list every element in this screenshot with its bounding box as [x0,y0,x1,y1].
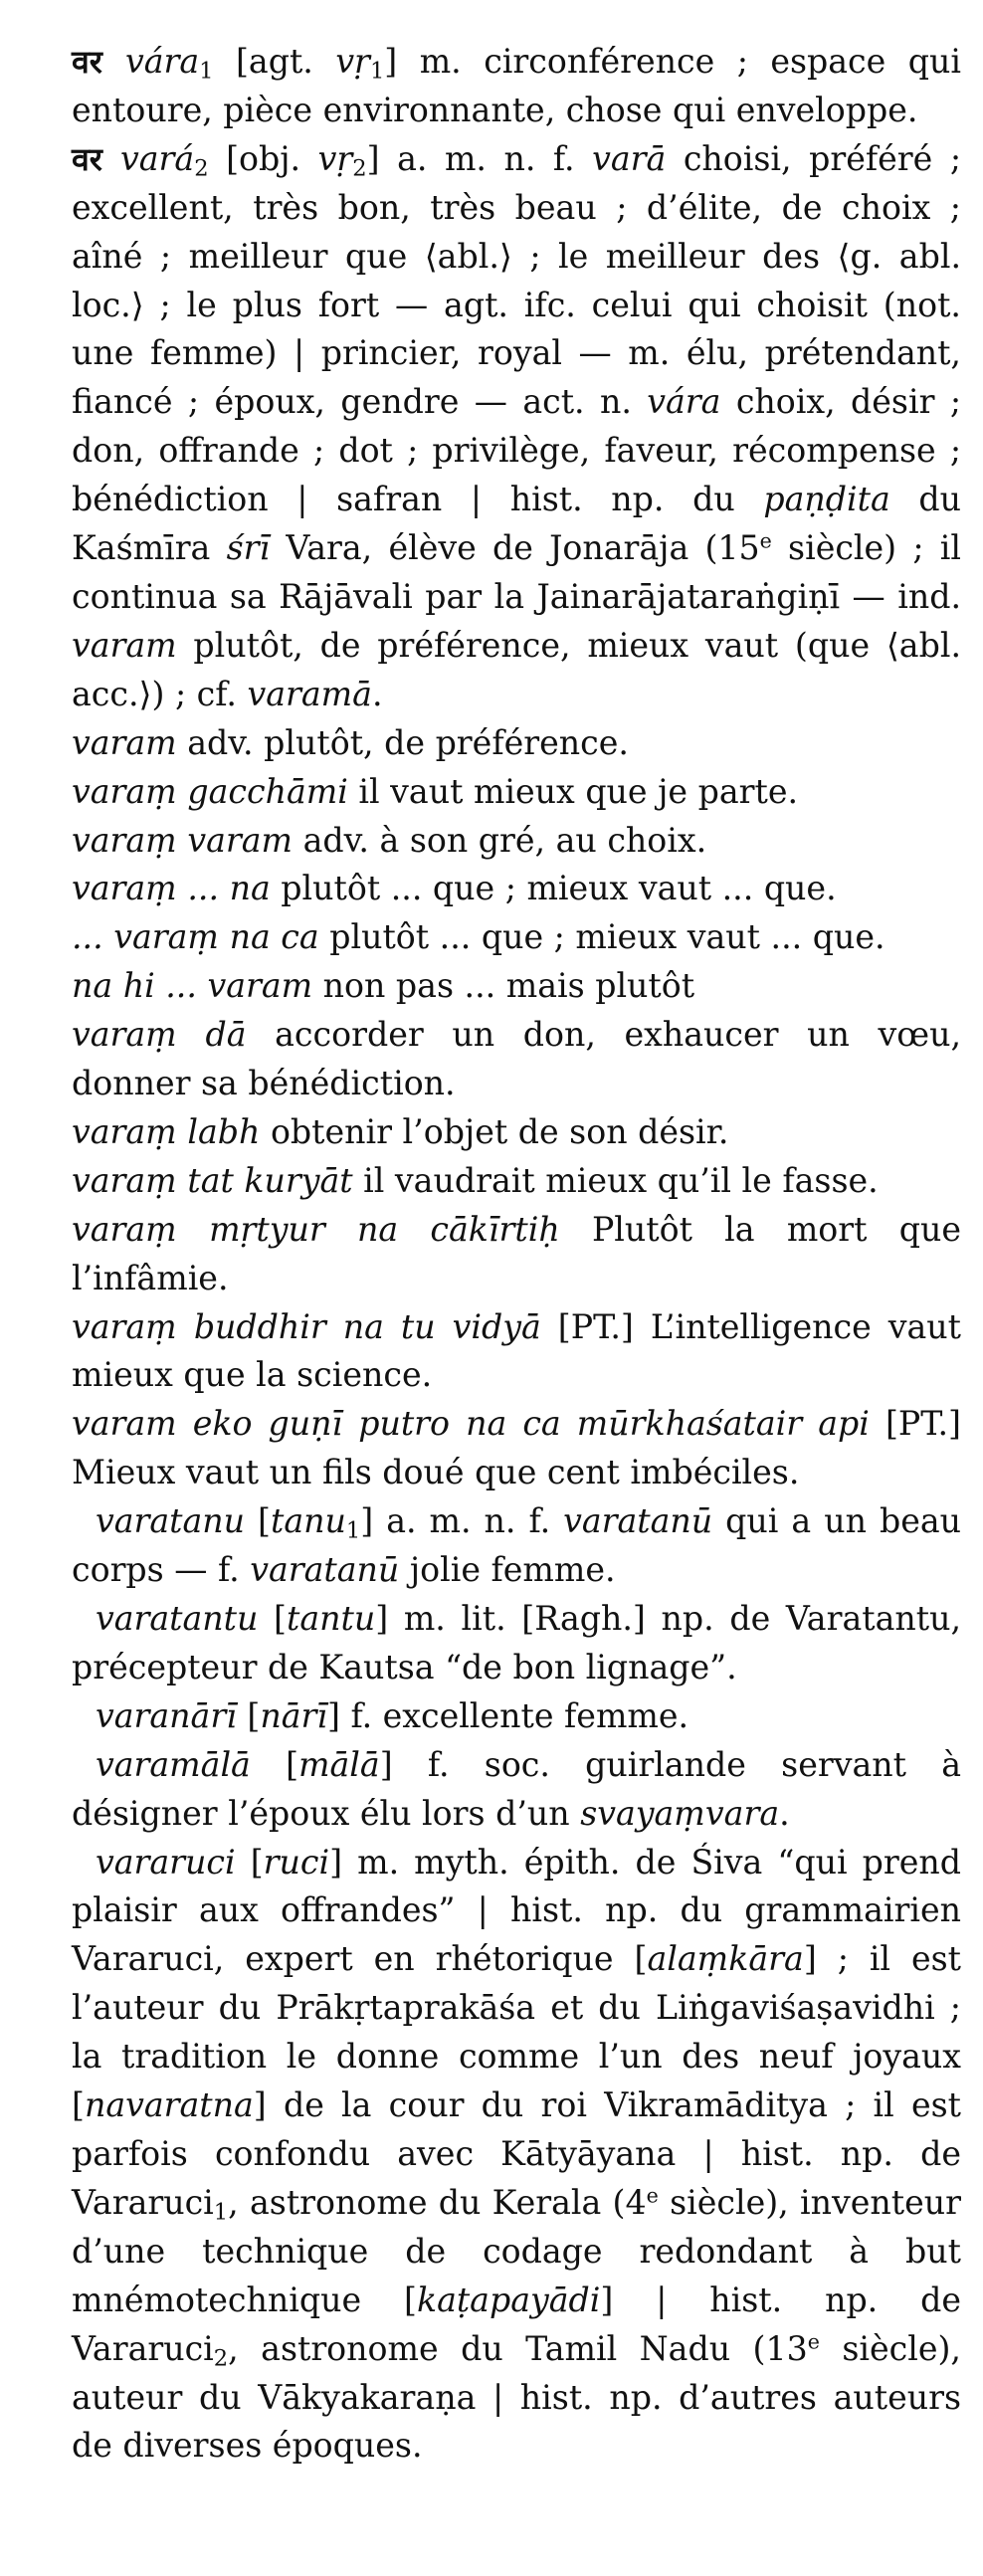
dictionary-entry [72,1108,961,1157]
entry-text: du Kaśmīra [72,480,961,568]
entry-text: , astronome du Tamil Nadu (13 [228,2328,808,2368]
compound-entry [72,1692,961,1741]
entry-text: plutôt ... que ; mieux vaut ... que. [318,917,885,957]
dictionary-entry [72,817,961,866]
entry-list [72,38,961,2471]
entry-text: [ [235,1842,264,1882]
dictionary-entry [72,719,961,768]
homonym-index: 1 [213,2199,229,2226]
homonym-index: 2 [352,155,367,182]
homonym-index: 1 [345,1517,361,1544]
entry-text: Vara, élève de Jonarāja (15 [270,528,760,568]
italic-term: varam [72,625,177,665]
entry-text: accorder un don, exhaucer un vœu, donner sa bénédiction. [72,1015,962,1103]
italic-term: varaṃ dā [72,1015,247,1055]
entry-text: [ [250,1744,299,1784]
entry-text: ] m. lit. [Ragh.] np. de Varatantu, précepteur de Kautsa “de bon lignage”. [72,1599,961,1686]
italic-term: nārī [260,1695,327,1735]
dictionary-entry [72,135,961,719]
entry-text: jolie femme. [399,1550,616,1590]
compound-entry [72,1741,961,1839]
entry-text: . [371,674,383,713]
entry-text: siècle), auteur du Vākyakaraṇa | hist. np. d’autres auteurs de diverses époques. [72,2328,961,2466]
entry-text: obtenir l’objet de son désir. [260,1111,729,1151]
italic-term: svayaṃvara [580,1793,780,1833]
entry-text: [PT.] Mieux vaut un fils doué que cent imbéciles. [72,1404,961,1492]
entry-text: ] de la cour du roi Vikramāditya ; il est parfois confondu avec Kātyāyana | hist. np. de Vararuci [72,2085,961,2222]
italic-term: vṛ [335,42,370,81]
entry-text: il vaut mieux que je parte. [347,771,799,811]
entry-text: ] m. circonférence ; espace qui entoure, pièce environnante, chose qui enveloppe. [72,42,961,129]
entry-text: ] ; il est l’auteur du Prākṛtaprakāśa et du Liṅgaviśaṣavidhi ; la tradition le donne comme l’un des neuf joyaux [ [72,1939,961,2125]
italic-term: varam [72,722,177,762]
ordinal-suffix: e [646,2183,659,2208]
italic-term: vará [120,138,195,178]
dictionary-entry [72,865,961,913]
italic-term: vára [647,382,721,422]
entry-text: siècle) ; il continua sa Rājāvali par la Jainarājataraṅgiṇī — ind. [72,528,961,616]
italic-term: paṇḍita [763,480,890,519]
entry-text: ] f. soc. guirlande servant à désigner l’époux élu lors d’un [72,1744,961,1833]
entry-text: qui a un beau corps — f. [72,1501,961,1590]
compound-entry [72,1595,961,1692]
italic-term: tanu [271,1501,346,1541]
italic-term: navaratna [84,2085,254,2125]
entry-text: [agt. [213,42,336,81]
entry-text: [obj. [208,138,318,178]
entry-text: ] a. m. n. f. [360,1501,564,1541]
dictionary-entry [72,1011,961,1108]
entry-text: ] a. m. n. f. [366,138,593,178]
italic-term: na hi ... varam [72,966,313,1006]
entry-text: choisi, préféré ; excellent, très bon, très beau ; d’élite, de choix ; aîné ; meilleur que ⟨abl.⟩ ; le meilleur des ⟨g. abl. loc.⟩ ; le plus fort — agt. ifc. celui qui choisit (not. une femme) | princier, royal — m. élu, prétendant, fiancé ; époux, gendre — act. n. [72,138,961,422]
italic-term: varaṃ labh [72,1111,261,1151]
entry-text: . [779,1793,790,1833]
homonym-index: 2 [194,155,209,182]
entry-text: [PT.] L’intelligence vaut mieux que la science. [72,1306,961,1395]
entry-text: plutôt ... que ; mieux vaut ... que. [270,869,837,908]
italic-term: varatanū [250,1550,400,1590]
entry-text: [ [245,1501,272,1541]
italic-term: varaṃ tat kuryāt [72,1160,353,1200]
dictionary-entry [72,1206,961,1303]
italic-term: vṛ [317,138,353,178]
italic-term: vára [124,42,200,81]
italic-term: varamālā [96,1744,251,1784]
dictionary-entry [72,913,961,962]
ordinal-suffix: e [759,528,772,553]
compound-entry [72,1497,961,1595]
italic-term: varaṃ buddhir na tu vidyā [72,1306,541,1346]
dictionary-entry [72,768,961,817]
italic-term: varaṃ ... na [72,869,271,908]
entry-text: , astronome du Kerala (4 [228,2182,647,2222]
dictionary-entry [72,1303,961,1401]
ordinal-suffix: e [807,2329,820,2354]
entry-text: non pas ... mais plutôt [312,966,695,1006]
homonym-index: 2 [213,2345,229,2372]
homonym-index: 1 [199,58,214,85]
entry-text: [ [236,1695,261,1735]
entry-text: il vaudrait mieux qu’il le fasse. [352,1160,879,1200]
devanagari-headword: वर [72,139,120,178]
italic-term: varatanū [563,1501,713,1541]
entry-text: adv. à son gré, au choix. [293,820,707,860]
italic-term: varā [592,138,667,178]
entry-text: ] f. excellente femme. [326,1695,689,1735]
dictionary-entry [72,962,961,1011]
homonym-index: 1 [369,58,385,85]
entry-text: adv. plutôt, de préférence. [176,722,629,762]
entry-text: ] | hist. np. de Vararuci [72,2279,961,2368]
italic-term: varanārī [96,1695,237,1735]
italic-term: varaṃ varam [72,820,294,860]
italic-term: tantu [287,1599,376,1638]
entry-text: Plutôt la mort que l’infâmie. [72,1209,961,1297]
italic-term: varaṃ gacchāmi [72,771,348,811]
entry-text: siècle), inventeur d’une technique de codage redondant à but mnémotechnique [ [72,2182,961,2319]
entry-text: [ [258,1599,288,1638]
italic-term: mālā [298,1744,380,1784]
italic-term: varatanu [96,1501,246,1541]
entry-text: ] m. myth. épith. de Śiva “qui prend plaisir aux offrandes” | hist. np. du grammairien Vararuci, expert en rhétorique [ [72,1842,961,1979]
entry-text: choix, désir ; don, offrande ; dot ; privilège, faveur, récompense ; bénédiction | safran | hist. np. du [72,382,961,519]
italic-term: ruci [263,1842,330,1882]
dictionary-entry [72,1157,961,1206]
italic-term: vararuci [96,1842,236,1882]
italic-term: kaṭapayādi [416,2279,601,2319]
entry-text: plutôt, de préférence, mieux vaut (que ⟨abl. acc.⟩) ; cf. [72,625,961,713]
italic-term: ... varaṃ na ca [72,917,319,957]
italic-term: varaṃ mṛtyur na cākīrtiḥ [72,1209,560,1249]
italic-term: varatantu [96,1599,259,1638]
italic-term: varamā [247,674,372,713]
italic-term: alaṃkāra [647,1939,804,1979]
compound-entry [72,1839,961,2472]
dictionary-entry [72,1400,961,1497]
dictionary-entry [72,38,961,135]
italic-term: varam eko guṇī putro na ca mūrkhaśatair api [72,1404,870,1444]
italic-term: śrī [226,528,271,568]
devanagari-headword: वर [72,43,125,81]
